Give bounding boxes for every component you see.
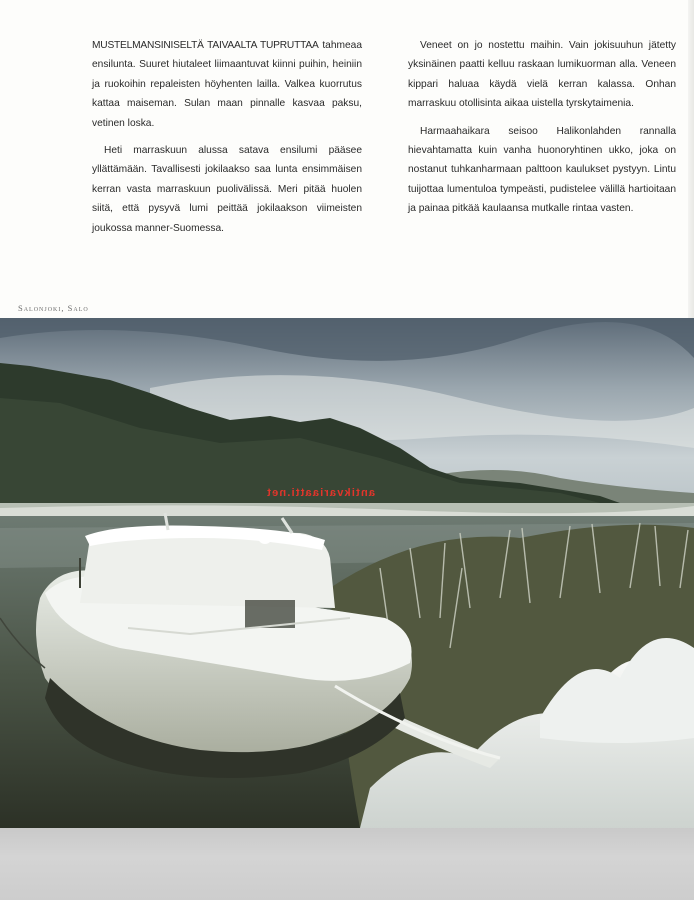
right-paragraph-2: Harmaahaikara seisoo Halikonlahden rannalla hievahtamatta kuin vanha huonoryhtinen ukko, joka on nostanut tuhkanharmaan palttoon kaulukset pystyyn. Lintu tuijottaa lumentuloa tympeästi, pudistelee välillä hartioitaan ja painaa pitkää kaulaansa mutkalle rintaa vasten.: [408, 125, 676, 215]
right-text-column: [408, 36, 676, 227]
left-text-column: [92, 36, 362, 246]
river-boat-photo: [0, 318, 694, 828]
left-paragraph-2: Heti marraskuun alussa satava ensilumi pääsee yllättämään. Tavallisesti jokilaakso saa lunta ensimmäisen kerran vasta marraskuun puolivälissä. Meri pitää huolen siitä, että pysyvä lumi peittää jokilaakson viimeisten joukossa manner-Suomessa.: [92, 145, 362, 234]
scan-bottom-band: [0, 828, 694, 900]
photo-caption: Salonjoki, Salo: [18, 303, 89, 313]
left-paragraph-1: [92, 36, 362, 133]
left-paragraph-1-text: tahmeaa ensilunta. Suuret hiutaleet liimaantuvat kiinni puihin, heiniin ja ruokoihin repaleisten höyhenten lailla. Valkea kuorrutus kattaa maiseman. Sulan maan pinnalle kasvaa paksu, vetinen loska.: [92, 40, 362, 129]
watermark-text: antikvariaatti.net: [266, 487, 376, 499]
page-edge-shadow: [688, 0, 694, 320]
right-paragraph-1: Veneet on jo nostettu maihin. Vain jokisuuhun jätetty yksinäinen paatti kelluu raskaan lumikuorman alla. Veneen kippari haluaa käydä vielä kerran kalassa. Onhan marraskuu otollisinta aikaa uistella tyrskytaimenia.: [408, 40, 676, 110]
lead-in-caps: MUSTELMANSINISELTÄ TAIVAALTA TUPRUTTAA: [92, 40, 319, 51]
